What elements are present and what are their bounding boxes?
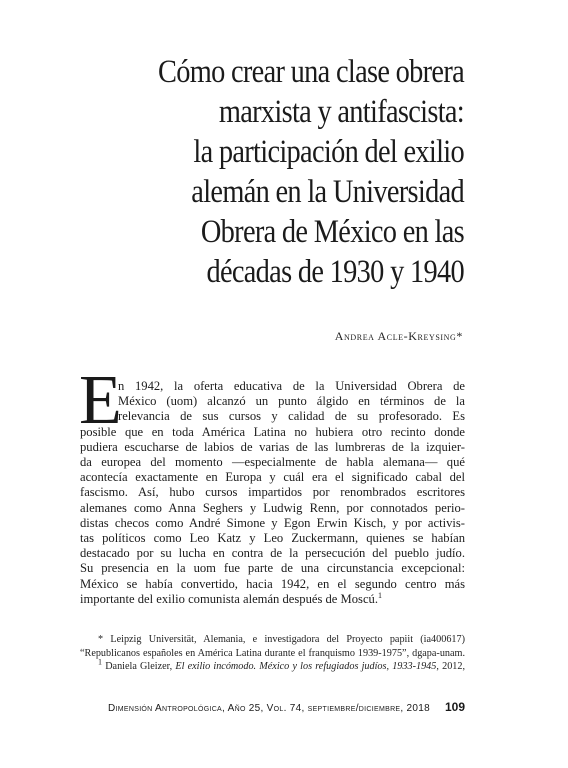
body-line: pudiera escucharse de labios de varias de las lumbreras de la izquier-	[80, 439, 465, 454]
footnote-1-author: Daniela Gleizer,	[105, 661, 176, 673]
footnote-1-rest: , 2012,	[436, 661, 466, 673]
body-line-text: importante del exilio comunista alemán después de Moscú.	[80, 591, 378, 606]
journal-citation: Dimensión Antropológica, Año 25, Vol. 74, septiembre/diciembre, 2018	[108, 703, 430, 714]
body-text	[80, 379, 465, 607]
body-line: acontecía exactamente en Europa y cuál era el significado cabal del	[80, 470, 465, 485]
title-line: Cómo crear una clase obrera	[157, 54, 464, 90]
footnote-1-mark: 1	[98, 657, 102, 667]
title-line: la participación del exilio	[193, 134, 465, 170]
body-line: posible que en toda América Latina no hubiera otro recinto donde	[80, 424, 465, 439]
body-line: alemanes como Anna Seghers y Ludwig Renn, por connotados perio-	[80, 500, 465, 515]
footnote-author-affiliation-cont: “Republicanos españoles en América Latina durante el franquismo 1939-1975”, dgapa-unam.	[80, 647, 465, 659]
body-line: fascismo. Así, hubo cursos impartidos por renombrados escritores	[80, 485, 465, 500]
footnote-author-affiliation: * Leipzig Universität, Alemania, e investigadora del Proyecto papiit (ia400617)	[98, 634, 465, 645]
footnote-1	[80, 657, 466, 674]
title-line: marxista y antifascista:	[218, 94, 464, 130]
footnotes	[80, 633, 465, 674]
body-line: destacado por su lucha en contra de la persecución del pueblo judío.	[80, 546, 465, 561]
title-line: alemán en la Universidad	[191, 174, 464, 210]
body-line: Su presencia en la uom fue parte de una circunstancia excepcional:	[80, 561, 465, 576]
body-line: tas políticos como Leo Katz y Leo Zuckermann, quienes se habían	[80, 531, 465, 546]
body-line: relevancia de sus cursos y calidad de su profesorado. Es	[118, 409, 465, 424]
footnote-ref[interactable]: 1	[377, 590, 382, 600]
drop-cap: E	[79, 362, 122, 439]
title-line: décadas de 1930 y 1940	[206, 254, 464, 290]
body-line	[80, 592, 465, 607]
article-title	[137, 52, 464, 292]
body-line: distas checos como André Simone y Egon Erwin Kisch, y por activis-	[80, 515, 465, 530]
title-line: Obrera de México en las	[200, 214, 464, 250]
footnote-1-title: El exilio incómodo. México y los refugiados judíos, 1933-1945	[175, 661, 437, 673]
body-line: n 1942, la oferta educativa de la Universidad Obrera de	[118, 379, 465, 393]
body-line: México se había convertido, hacia 1942, en el segundo centro más	[80, 576, 465, 591]
page-footer	[108, 700, 465, 714]
body-line: México (uom) alcanzó un punto álgido en términos de la	[118, 394, 465, 409]
page-number: 109	[444, 700, 465, 714]
author-name: Andrea Acle-Kreysing*	[334, 329, 463, 343]
body-line: da europea del momento —especialmente de habla alemana— qué	[80, 455, 465, 470]
